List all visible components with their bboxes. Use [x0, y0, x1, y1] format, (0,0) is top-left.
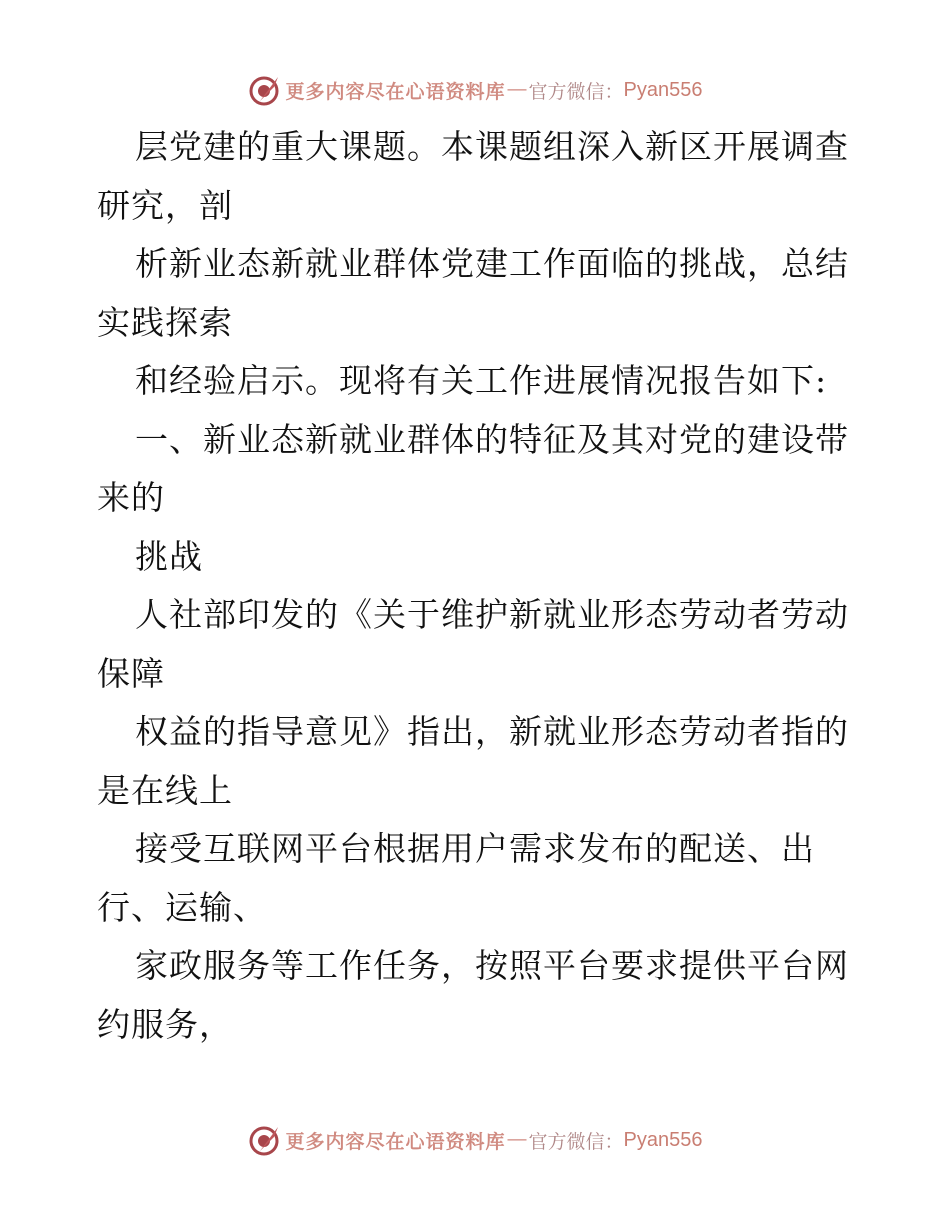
watermark-separator: — [507, 79, 527, 100]
body-line: 和经验启示。现将有关工作进展情况报告如下: [135, 361, 828, 400]
watermark-wechat-label: 官方微信： [528, 80, 624, 103]
body-line: 约服务， [97, 1004, 233, 1044]
body-line: 层党建的重大课题。本课题组深入新区开展调查 [135, 127, 849, 166]
watermark-separator: — [507, 1129, 527, 1150]
body-line: 是在线上 [97, 770, 233, 810]
quill-logo-icon [248, 73, 282, 107]
body-line: 接受互联网平台根据用户需求发布的配送、出 [135, 829, 815, 868]
body-line: 析新业态新就业群体党建工作面临的挑战，总结 [135, 244, 849, 283]
body-line: 研究，剖 [97, 185, 233, 225]
body-line: 来的 [97, 478, 165, 517]
body-line: 保障 [97, 653, 165, 693]
watermark-main-text: 更多内容尽在心语资料库 [285, 1130, 506, 1153]
watermark-wechat-id: Pyan556 [623, 1128, 703, 1151]
body-line: 行、运输、 [97, 887, 267, 927]
body-line: 人社部印发的《关于维护新就业形态劳动者劳动 [135, 595, 849, 634]
watermark-main-text: 更多内容尽在心语资料库 [285, 80, 506, 103]
footer-watermark [0, 1120, 950, 1160]
body-line: 实践探索 [97, 302, 233, 342]
header-watermark [0, 70, 950, 110]
body-line: 家政服务等工作任务，按照平台要求提供平台网 [135, 946, 849, 985]
document-body [97, 118, 857, 1054]
body-line: 一、新业态新就业群体的特征及其对党的建设带 [135, 419, 849, 459]
watermark-wechat-id: Pyan556 [623, 78, 703, 101]
quill-logo-icon [248, 1123, 282, 1157]
body-line: 挑战 [135, 536, 203, 576]
watermark-wechat-label: 官方微信： [528, 1130, 624, 1153]
body-line: 权益的指导意见》指出，新就业形态劳动者指的 [135, 712, 849, 751]
